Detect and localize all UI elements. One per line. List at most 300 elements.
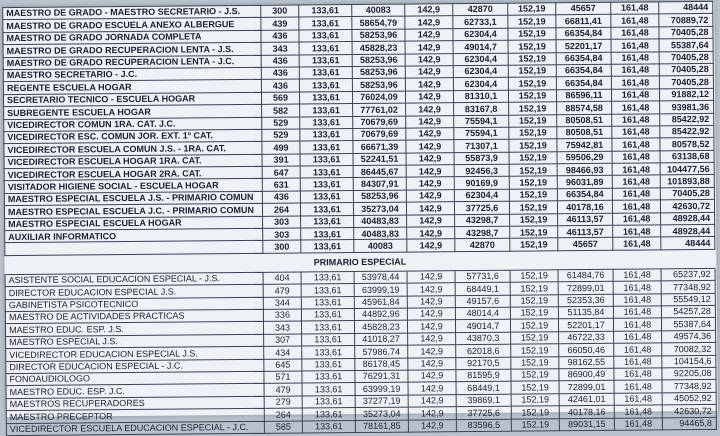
amount-2-cell: 81595,9 xyxy=(456,369,511,382)
point-value-2-cell: 142,9 xyxy=(406,140,454,153)
amount-3-cell: 98466,93 xyxy=(557,163,612,176)
point-value-4-cell: 161,48 xyxy=(614,355,662,368)
point-value-4-cell: 161,48 xyxy=(614,343,662,356)
point-value-2-cell: 142,9 xyxy=(406,190,454,203)
point-value-4-cell: 161,48 xyxy=(611,76,659,89)
amount-3-cell: 66811,41 xyxy=(556,15,611,28)
amount-2-cell: 62304,4 xyxy=(453,28,508,41)
point-value-3-cell: 152,19 xyxy=(511,418,559,431)
amount-3-cell: 80508,51 xyxy=(557,114,612,127)
amount-3-cell: 61484,76 xyxy=(558,269,613,282)
points-cell: 391 xyxy=(262,154,300,167)
point-value-3-cell: 152,19 xyxy=(508,65,556,78)
points-cell: 300 xyxy=(261,5,299,18)
point-value-4-cell: 161,48 xyxy=(613,306,661,319)
point-value-2-cell: 142,9 xyxy=(406,165,454,178)
amount-1-cell: 40483,83 xyxy=(354,215,407,228)
point-value-3-cell: 152,19 xyxy=(509,189,557,202)
amount-3-cell: 42461,01 xyxy=(559,393,614,406)
point-value-2-cell: 142,9 xyxy=(407,214,455,227)
amount-4-cell: 70405,28 xyxy=(660,187,714,200)
points-cell: 647 xyxy=(262,166,300,179)
amount-1-cell: 70679,69 xyxy=(353,128,406,141)
amount-3-cell: 52201,17 xyxy=(556,39,611,52)
point-value-4-cell: 161,48 xyxy=(612,126,660,139)
point-value-1-cell: 133,61 xyxy=(302,358,355,371)
amount-1-cell: 76024,09 xyxy=(352,91,405,104)
point-value-3-cell: 152,19 xyxy=(509,176,557,189)
point-value-1-cell: 133,61 xyxy=(301,296,354,309)
amount-3-cell: 46113,57 xyxy=(558,213,613,226)
point-value-3-cell: 152,19 xyxy=(511,344,559,357)
position-name-cell: MAESTRO EDUC. ESP. J.C. xyxy=(6,384,264,399)
amount-4-cell: 91882,12 xyxy=(659,88,713,101)
point-value-4-cell: 161,48 xyxy=(613,269,661,282)
amount-4-cell: 49574,36 xyxy=(662,330,716,343)
position-name-cell: MAESTRO DE GRADO - MAESTRO SECRETARIO - J.S. xyxy=(3,5,261,20)
section-title: PRIMARIO ESPECIAL xyxy=(5,249,715,274)
position-name-cell: VICEDIRECTOR ESC. COMUN JOR. EXT. 1º CAT. xyxy=(4,129,262,144)
point-value-3-cell: 152,19 xyxy=(508,52,556,65)
amount-4-cell: 54257,28 xyxy=(661,305,715,318)
position-name-cell: MAESTRO DE GRADO ESCUELA ANEXO ALBERGUE xyxy=(3,18,261,33)
amount-2-cell: 62304,4 xyxy=(453,53,508,66)
point-value-2-cell: 142,9 xyxy=(405,66,453,79)
amount-2-cell: 62733,1 xyxy=(453,16,508,29)
point-value-2-cell: 142,9 xyxy=(407,295,455,308)
amount-3-cell: 89031,15 xyxy=(559,418,614,431)
amount-4-cell: 92205,08 xyxy=(662,367,716,380)
amount-3-cell: 98162,55 xyxy=(559,356,614,369)
point-value-1-cell: 133,61 xyxy=(302,370,355,383)
point-value-1-cell: 133,61 xyxy=(299,91,352,104)
amount-1-cell: 86178,45 xyxy=(355,358,408,371)
point-value-3-cell: 152,19 xyxy=(508,40,556,53)
point-value-2-cell: 142,9 xyxy=(405,16,453,29)
amount-4-cell: 104154,6 xyxy=(662,355,716,368)
point-value-4-cell: 161,48 xyxy=(611,27,659,40)
points-cell: 645 xyxy=(264,359,302,372)
amount-1-cell: 40083 xyxy=(352,4,405,17)
amount-1-cell: 70679,69 xyxy=(353,116,406,129)
amount-1-cell: 40483,83 xyxy=(354,227,407,240)
amount-3-cell: 66050,46 xyxy=(559,343,614,356)
amount-2-cell: 37725,6 xyxy=(456,406,511,419)
point-value-3-cell: 152,19 xyxy=(510,282,558,295)
position-name-cell: VICEDIRECTOR ESCUELA HOGAR 1RA. CAT. xyxy=(4,154,262,169)
amount-4-cell: 55549,12 xyxy=(661,293,715,306)
point-value-3-cell: 152,19 xyxy=(511,381,559,394)
amount-4-cell: 85422,92 xyxy=(660,125,714,138)
amount-3-cell: 66354,84 xyxy=(556,27,611,40)
point-value-1-cell: 133,61 xyxy=(300,116,353,129)
amount-2-cell: 49157,6 xyxy=(455,295,510,308)
position-name-cell: MAESTROS RECUPERADORES xyxy=(6,396,264,411)
amount-3-cell: 86596,11 xyxy=(556,89,611,102)
amount-2-cell: 55873,9 xyxy=(454,152,509,165)
position-name-cell: MAESTRO ESPECIAL ESCUELA J.S. - PRIMARIO COMUN xyxy=(4,191,262,206)
points-cell: 529 xyxy=(262,117,300,130)
points-cell: 343 xyxy=(263,321,301,334)
amount-4-cell: 48444 xyxy=(661,237,715,250)
point-value-2-cell: 142,9 xyxy=(405,41,453,54)
amount-2-cell: 49014,7 xyxy=(453,40,508,53)
amount-3-cell: 52353,36 xyxy=(558,294,613,307)
amount-3-cell: 96031,89 xyxy=(557,176,612,189)
point-value-1-cell: 133,61 xyxy=(302,420,355,433)
point-value-1-cell: 133,61 xyxy=(300,166,353,179)
points-cell: 499 xyxy=(262,141,300,154)
point-value-1-cell: 133,61 xyxy=(301,228,354,241)
amount-1-cell: 84307,91 xyxy=(353,178,406,191)
amount-3-cell: 88574,58 xyxy=(557,101,612,114)
points-cell: 303 xyxy=(263,216,301,229)
points-cell: 582 xyxy=(262,104,300,117)
points-cell: 585 xyxy=(264,421,302,434)
salary-table xyxy=(2,1,717,436)
amount-3-cell: 46722,33 xyxy=(559,331,614,344)
amount-3-cell: 52201,17 xyxy=(558,319,613,332)
point-value-3-cell: 152,19 xyxy=(511,393,559,406)
position-name-cell: VISITADOR HIGIENE SOCIAL - ESCUELA HOGAR xyxy=(4,179,262,194)
points-cell: 529 xyxy=(262,129,300,142)
point-value-3-cell: 152,19 xyxy=(510,213,558,226)
position-name-cell: REGENTE ESCUELA HOGAR xyxy=(3,80,261,95)
amount-2-cell: 81310,1 xyxy=(453,90,508,103)
point-value-4-cell: 161,48 xyxy=(614,331,662,344)
point-value-3-cell: 152,19 xyxy=(510,238,558,251)
amount-1-cell: 58654,79 xyxy=(352,16,405,29)
point-value-1-cell: 133,61 xyxy=(299,5,352,18)
point-value-3-cell: 152,19 xyxy=(509,201,557,214)
points-cell: 434 xyxy=(264,346,302,359)
point-value-4-cell: 161,48 xyxy=(612,188,660,201)
point-value-2-cell: 142,9 xyxy=(408,382,456,395)
point-value-1-cell: 133,61 xyxy=(299,42,352,55)
amount-3-cell: 40178,16 xyxy=(557,201,612,214)
point-value-3-cell: 152,19 xyxy=(509,151,557,164)
point-value-3-cell: 152,19 xyxy=(511,406,559,419)
points-cell: 631 xyxy=(262,178,300,191)
amount-3-cell: 51135,84 xyxy=(558,306,613,319)
amount-4-cell: 101893,88 xyxy=(660,175,714,188)
point-value-1-cell: 133,61 xyxy=(300,141,353,154)
points-cell: 343 xyxy=(261,42,299,55)
point-value-1-cell: 133,61 xyxy=(300,153,353,166)
amount-2-cell: 43298,7 xyxy=(455,226,510,239)
amount-1-cell: 57986,74 xyxy=(355,345,408,358)
amount-1-cell: 45828,23 xyxy=(354,320,407,333)
points-cell: 436 xyxy=(261,79,299,92)
point-value-2-cell: 142,9 xyxy=(406,152,454,165)
amount-1-cell: 35273,04 xyxy=(355,407,408,420)
point-value-3-cell: 152,19 xyxy=(508,3,556,16)
point-value-4-cell: 161,48 xyxy=(612,163,660,176)
point-value-4-cell: 161,48 xyxy=(611,39,659,52)
points-cell: 571 xyxy=(264,371,302,384)
amount-1-cell: 58253,96 xyxy=(352,29,405,42)
amount-4-cell: 55387,64 xyxy=(661,318,715,331)
amount-1-cell: 37277,19 xyxy=(355,395,408,408)
position-name-cell: MAESTRO DE GRADO RECUPERACION LENTA - J.C. xyxy=(3,55,261,70)
point-value-3-cell: 152,19 xyxy=(511,332,559,345)
amount-4-cell: 70405,28 xyxy=(659,76,713,89)
point-value-1-cell: 133,61 xyxy=(299,67,352,80)
amount-4-cell: 48444 xyxy=(659,1,713,14)
points-cell: 279 xyxy=(264,396,302,409)
point-value-2-cell: 142,9 xyxy=(408,394,456,407)
point-value-4-cell: 161,48 xyxy=(613,225,661,238)
point-value-4-cell: 161,48 xyxy=(614,380,662,393)
point-value-3-cell: 152,19 xyxy=(510,270,558,283)
point-value-1-cell: 133,61 xyxy=(300,128,353,141)
table-body-primario-especial xyxy=(5,268,716,435)
point-value-3-cell: 152,19 xyxy=(508,90,556,103)
amount-4-cell: 42630,72 xyxy=(662,405,716,418)
position-name-cell: DIRECTOR EDUCACION ESPECIAL - J.C. xyxy=(6,359,264,374)
amount-1-cell: 86445,67 xyxy=(353,165,406,178)
amount-2-cell: 62304,4 xyxy=(453,65,508,78)
amount-2-cell: 75594,1 xyxy=(454,127,509,140)
point-value-2-cell: 142,9 xyxy=(407,227,455,240)
points-cell: 479 xyxy=(264,383,302,396)
point-value-4-cell: 161,48 xyxy=(612,200,660,213)
amount-1-cell: 76291,31 xyxy=(355,370,408,383)
amount-2-cell: 62304,4 xyxy=(453,78,508,91)
point-value-1-cell: 133,61 xyxy=(299,29,352,42)
amount-4-cell: 42630,72 xyxy=(660,200,714,213)
amount-2-cell: 68449,1 xyxy=(455,282,510,295)
position-name-cell: MAESTRO EDUC. ESP. J.S. xyxy=(5,322,263,337)
point-value-4-cell: 161,48 xyxy=(614,405,662,418)
point-value-1-cell: 133,61 xyxy=(300,104,353,117)
amount-3-cell: 72899,01 xyxy=(558,281,613,294)
position-name-cell: FONOAUDIOLOGO xyxy=(6,371,264,386)
point-value-4-cell: 161,48 xyxy=(614,417,662,430)
amount-4-cell: 70405,28 xyxy=(659,26,713,39)
points-cell: 436 xyxy=(261,67,299,80)
amount-1-cell: 45828,23 xyxy=(352,41,405,54)
point-value-4-cell: 161,48 xyxy=(612,138,660,151)
amount-3-cell: 86900,49 xyxy=(559,368,614,381)
amount-1-cell: 58253,96 xyxy=(353,190,406,203)
point-value-3-cell: 152,19 xyxy=(511,356,559,369)
point-value-2-cell: 142,9 xyxy=(408,357,456,370)
amount-1-cell: 35273,04 xyxy=(353,202,406,215)
position-name-cell: MAESTRO ESPECIAL ESCUELA J.C. - PRIMARIO COMUN xyxy=(4,204,262,219)
position-name-cell: MAESTRO SECRETARIO - J.C. xyxy=(3,67,261,82)
points-cell: 479 xyxy=(263,284,301,297)
point-value-2-cell: 142,9 xyxy=(407,239,455,252)
point-value-1-cell: 133,61 xyxy=(302,383,355,396)
amount-2-cell: 75594,1 xyxy=(454,115,509,128)
amount-1-cell: 78161,85 xyxy=(355,420,408,433)
point-value-3-cell: 152,19 xyxy=(508,15,556,28)
point-value-2-cell: 142,9 xyxy=(407,308,455,321)
position-name-cell: MAESTRO PRECEPTOR xyxy=(6,408,264,423)
amount-1-cell: 58253,96 xyxy=(352,54,405,67)
amount-4-cell: 93981,36 xyxy=(660,101,714,114)
amount-3-cell: 45657 xyxy=(558,238,613,251)
point-value-1-cell: 133,61 xyxy=(301,309,354,322)
points-cell: 436 xyxy=(261,30,299,43)
amount-3-cell: 66354,84 xyxy=(556,64,611,77)
amount-4-cell: 70405,28 xyxy=(659,51,713,64)
point-value-3-cell: 152,19 xyxy=(510,307,558,320)
point-value-4-cell: 161,48 xyxy=(614,393,662,406)
amount-2-cell: 49014,7 xyxy=(455,320,510,333)
amount-1-cell: 44892,96 xyxy=(354,308,407,321)
amount-3-cell: 72899,01 xyxy=(559,381,614,394)
point-value-3-cell: 152,19 xyxy=(509,114,557,127)
points-cell: 404 xyxy=(263,272,301,285)
amount-4-cell: 63138,68 xyxy=(660,150,714,163)
point-value-3-cell: 152,19 xyxy=(511,369,559,382)
point-value-1-cell: 133,61 xyxy=(302,346,355,359)
points-cell: 439 xyxy=(261,17,299,30)
amount-3-cell: 80508,51 xyxy=(557,126,612,139)
point-value-1-cell: 133,61 xyxy=(301,271,354,284)
amount-4-cell: 45052,92 xyxy=(662,392,716,405)
point-value-3-cell: 152,19 xyxy=(508,77,556,90)
amount-3-cell: 66354,84 xyxy=(557,188,612,201)
point-value-2-cell: 142,9 xyxy=(408,407,456,420)
point-value-2-cell: 142,9 xyxy=(408,419,456,432)
amount-2-cell: 43298,7 xyxy=(455,214,510,227)
point-value-1-cell: 133,61 xyxy=(302,408,355,421)
point-value-4-cell: 161,48 xyxy=(612,101,660,114)
amount-3-cell: 66354,84 xyxy=(556,77,611,90)
point-value-4-cell: 161,48 xyxy=(613,318,661,331)
point-value-4-cell: 161,48 xyxy=(614,368,662,381)
amount-1-cell: 53978,44 xyxy=(354,271,407,284)
scanned-salary-sheet xyxy=(2,1,718,435)
point-value-2-cell: 142,9 xyxy=(408,332,456,345)
points-cell: 307 xyxy=(264,334,302,347)
point-value-1-cell: 133,61 xyxy=(300,190,353,203)
point-value-4-cell: 161,48 xyxy=(611,64,659,77)
amount-1-cell: 66671,39 xyxy=(353,140,406,153)
point-value-2-cell: 142,9 xyxy=(406,115,454,128)
point-value-2-cell: 142,9 xyxy=(408,370,456,383)
amount-2-cell: 71307,1 xyxy=(454,139,509,152)
point-value-2-cell: 142,9 xyxy=(405,78,453,91)
amount-1-cell: 58253,96 xyxy=(352,78,405,91)
amount-4-cell: 85422,92 xyxy=(660,113,714,126)
amount-4-cell: 94465,8 xyxy=(662,417,716,430)
amount-2-cell: 43870,3 xyxy=(456,332,511,345)
point-value-1-cell: 133,61 xyxy=(299,17,352,30)
points-cell: 264 xyxy=(262,203,300,216)
point-value-2-cell: 142,9 xyxy=(407,283,455,296)
point-value-3-cell: 152,19 xyxy=(509,127,557,140)
point-value-2-cell: 142,9 xyxy=(406,177,454,190)
point-value-2-cell: 142,9 xyxy=(407,270,455,283)
amount-4-cell: 77348,92 xyxy=(661,281,715,294)
amount-3-cell: 59506,29 xyxy=(557,151,612,164)
point-value-1-cell: 133,61 xyxy=(300,178,353,191)
amount-4-cell: 77348,92 xyxy=(662,380,716,393)
point-value-3-cell: 152,19 xyxy=(510,294,558,307)
position-name-cell: MAESTRO ESPECIAL J.S. xyxy=(6,334,264,349)
amount-1-cell: 52241,51 xyxy=(353,153,406,166)
amount-4-cell: 70082,32 xyxy=(662,343,716,356)
amount-3-cell: 66354,84 xyxy=(556,52,611,65)
point-value-1-cell: 133,61 xyxy=(299,79,352,92)
amount-2-cell: 48014,4 xyxy=(455,307,510,320)
amount-2-cell: 37725,6 xyxy=(454,201,509,214)
position-name-cell: VICEDIRECTOR EDUCACION ESPECIAL J.S. xyxy=(6,347,264,362)
point-value-1-cell: 133,61 xyxy=(300,203,353,216)
point-value-4-cell: 161,48 xyxy=(611,51,659,64)
point-value-4-cell: 161,48 xyxy=(612,151,660,164)
amount-3-cell: 46113,57 xyxy=(558,225,613,238)
points-cell: 436 xyxy=(261,55,299,68)
amount-2-cell: 90169,9 xyxy=(454,177,509,190)
point-value-2-cell: 142,9 xyxy=(405,90,453,103)
point-value-1-cell: 133,61 xyxy=(301,215,354,228)
point-value-3-cell: 152,19 xyxy=(509,102,557,115)
position-name-cell: SUBREGENTE ESCUELA HOGAR xyxy=(4,104,262,119)
point-value-4-cell: 161,48 xyxy=(613,293,661,306)
point-value-1-cell: 133,61 xyxy=(302,333,355,346)
point-value-4-cell: 161,48 xyxy=(611,89,659,102)
amount-2-cell: 57731,6 xyxy=(455,270,510,283)
amount-4-cell: 70889,72 xyxy=(659,14,713,27)
amount-1-cell: 41018,27 xyxy=(355,333,408,346)
amount-1-cell: 63999,19 xyxy=(355,382,408,395)
point-value-3-cell: 152,19 xyxy=(510,319,558,332)
position-name-cell: SECRETARIO TECNICO - ESCUELA HOGAR xyxy=(3,92,261,107)
position-name-cell: MAESTRO DE GRADO RECUPERACION LENTA - J.S. xyxy=(3,43,261,58)
amount-1-cell: 63999,19 xyxy=(354,283,407,296)
points-cell: 344 xyxy=(263,297,301,310)
points-cell: 264 xyxy=(264,408,302,421)
position-name-cell: ASISTENTE SOCIAL EDUCACION ESPECIAL - J.S. xyxy=(5,272,263,287)
position-name-cell: VICEDIRECTOR ESCUELA HOGAR 2RA. CAT. xyxy=(4,166,262,181)
point-value-4-cell: 161,48 xyxy=(613,281,661,294)
point-value-1-cell: 133,61 xyxy=(299,54,352,67)
point-value-3-cell: 152,19 xyxy=(508,28,556,41)
amount-2-cell: 42870 xyxy=(453,3,508,16)
amount-1-cell: 40083 xyxy=(354,240,407,253)
amount-2-cell: 92456,3 xyxy=(454,164,509,177)
point-value-1-cell: 133,61 xyxy=(301,321,354,334)
position-name-cell: VICEDIRECTOR ESCUELA EDUCACION ESPECIAL - J.C. xyxy=(6,421,264,436)
amount-2-cell: 83596,5 xyxy=(456,419,511,432)
amount-3-cell: 40178,16 xyxy=(559,405,614,418)
points-cell: 569 xyxy=(261,92,299,105)
amount-1-cell: 45961,84 xyxy=(354,296,407,309)
points-cell: 336 xyxy=(263,309,301,322)
point-value-3-cell: 152,19 xyxy=(510,226,558,239)
amount-4-cell: 48928,44 xyxy=(661,224,715,237)
point-value-2-cell: 142,9 xyxy=(406,103,454,116)
position-name-cell: MAESTRO DE GRADO JORNADA COMPLETA xyxy=(3,30,261,45)
amount-2-cell: 42870 xyxy=(455,239,510,252)
points-cell: 303 xyxy=(263,228,301,241)
amount-4-cell: 65237,92 xyxy=(661,268,715,281)
position-name-cell: DIRECTOR EDUCACION ESPECIAL J.S. xyxy=(5,285,263,300)
position-name-cell: MAESTRO ESPECIAL ESCUELA HOGAR xyxy=(5,216,263,231)
point-value-1-cell: 133,61 xyxy=(302,395,355,408)
points-cell: 300 xyxy=(263,240,301,253)
point-value-2-cell: 142,9 xyxy=(405,28,453,41)
position-name-cell: MAESTRO DE ACTIVIDADES PRACTICAS xyxy=(5,309,263,324)
amount-1-cell: 58253,96 xyxy=(352,66,405,79)
amount-4-cell: 104477,56 xyxy=(660,162,714,175)
point-value-3-cell: 152,19 xyxy=(509,164,557,177)
